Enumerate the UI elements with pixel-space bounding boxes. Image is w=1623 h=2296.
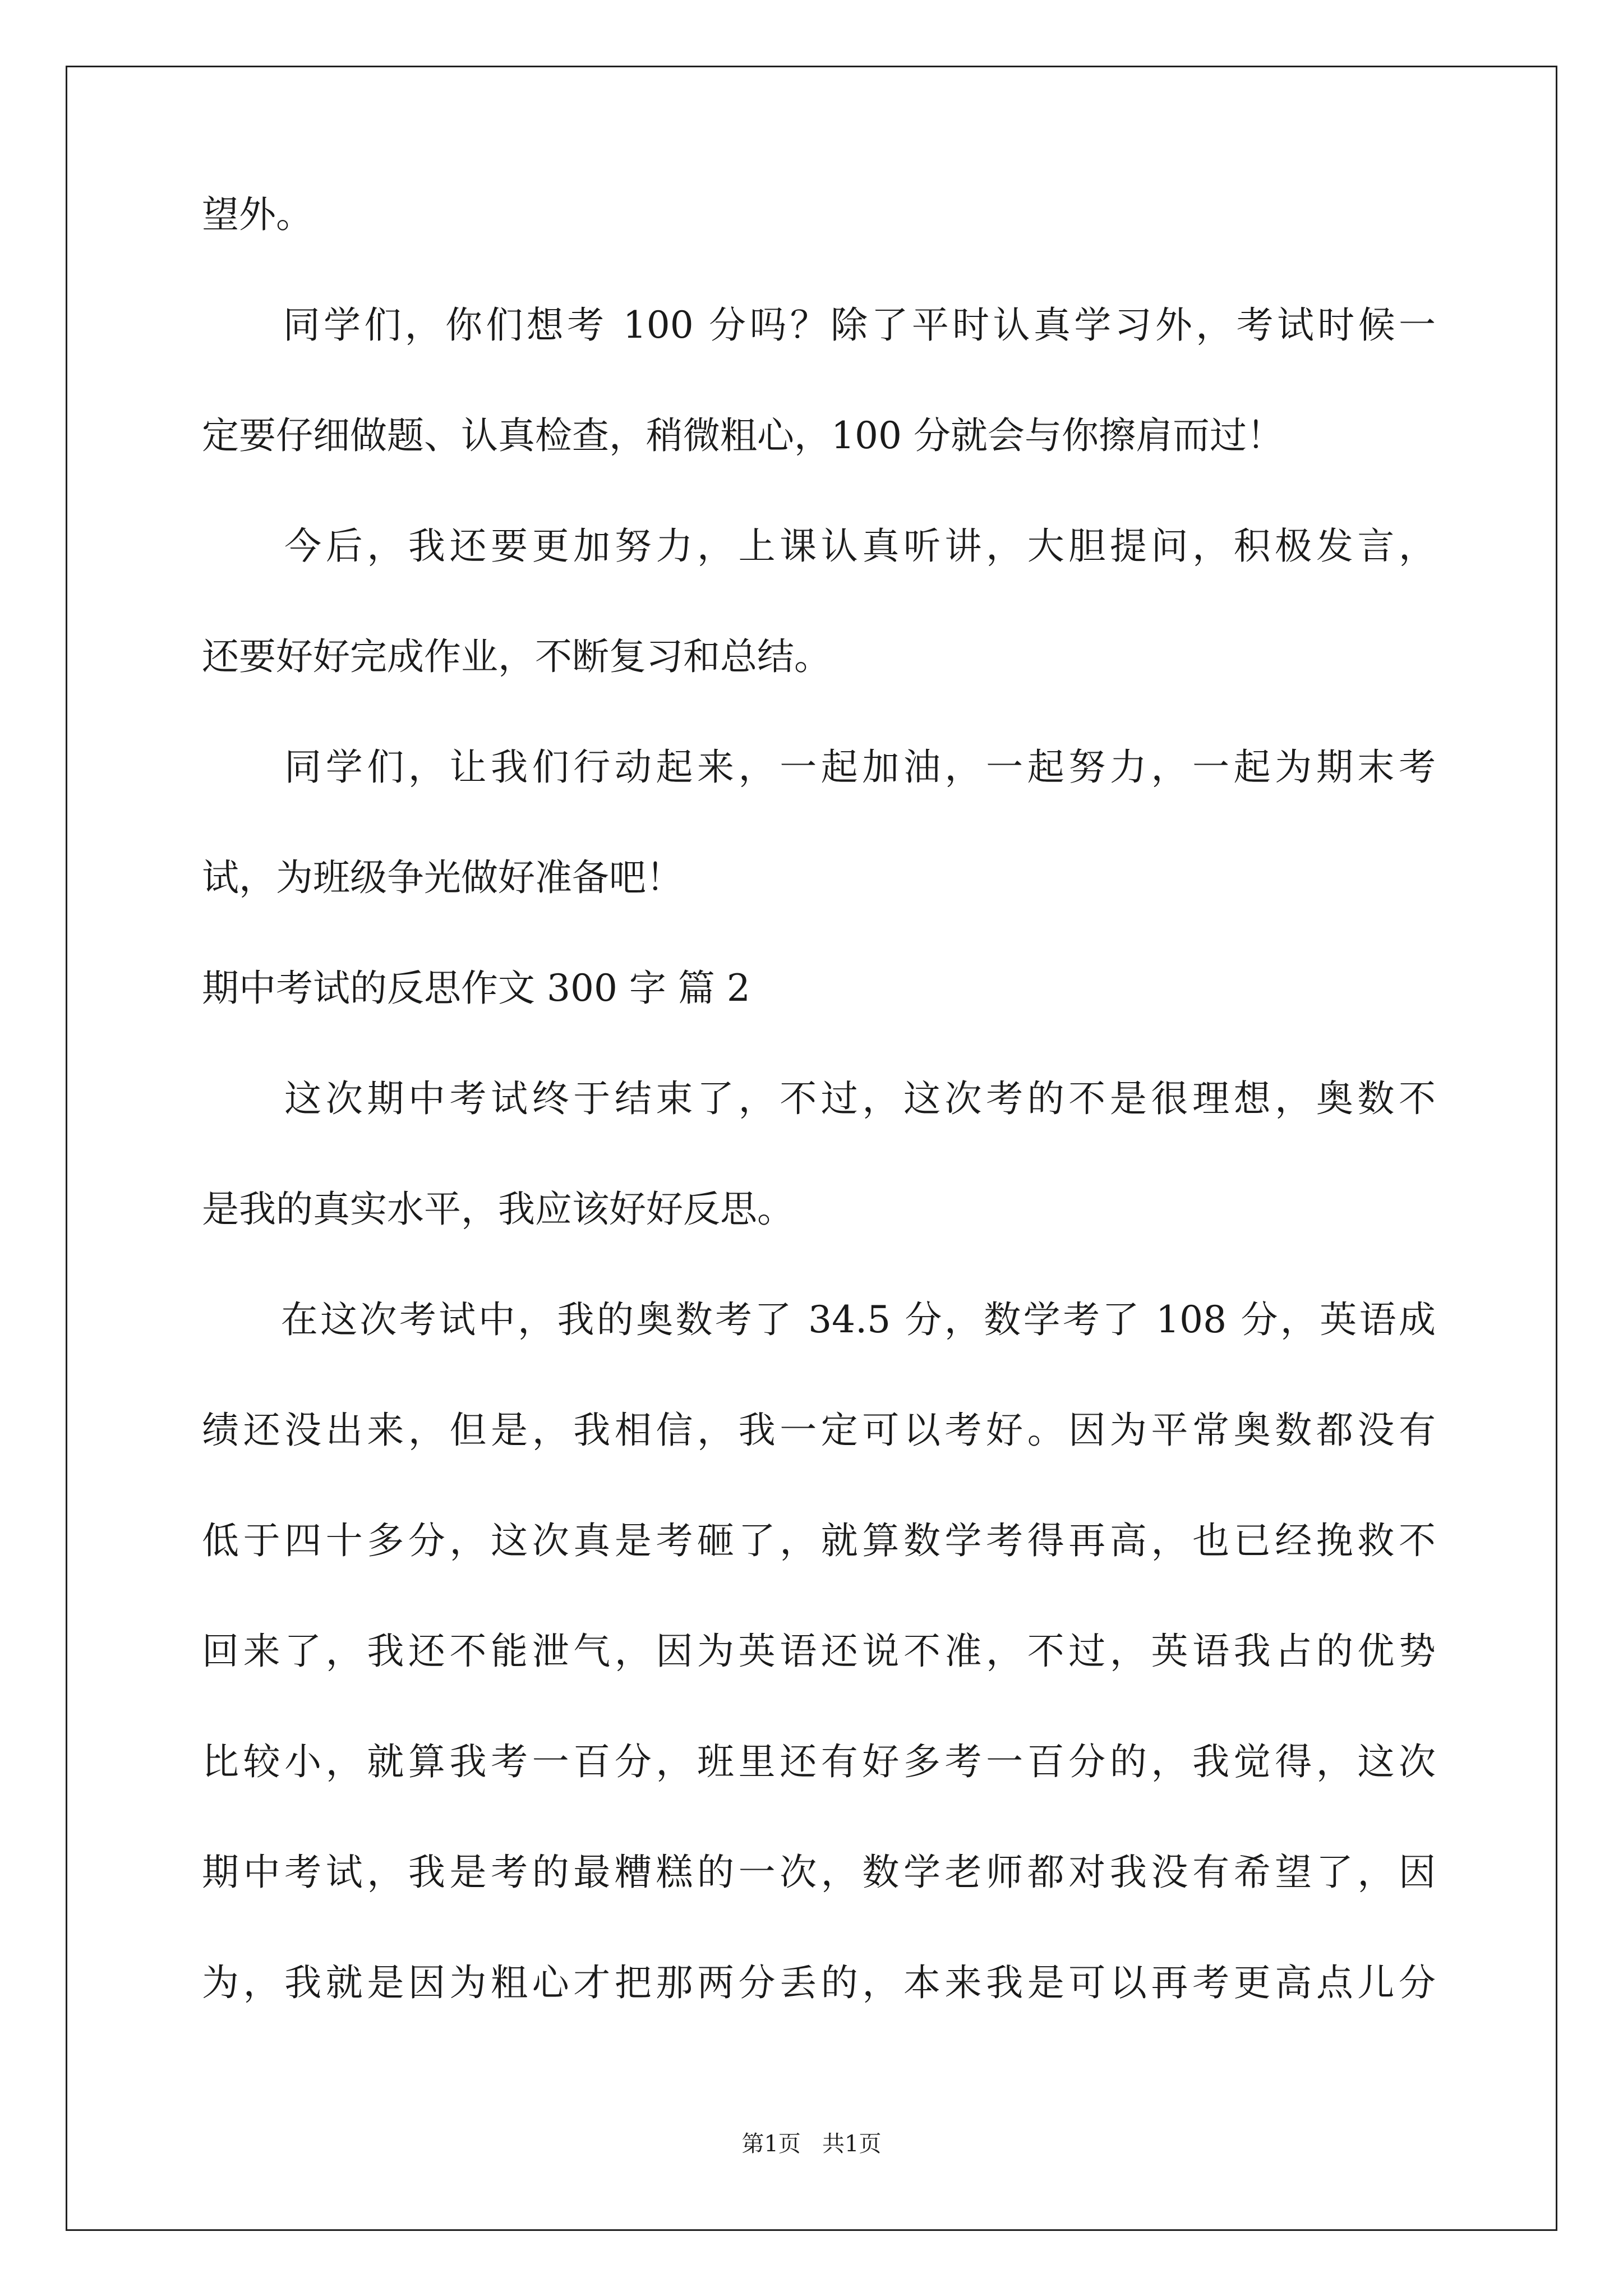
page-number-footer: 第1页 共1页 — [741, 2131, 882, 2157]
text-line: 在这次考试中，我的奥数考了 34.5 分，数学考了 108 分，英语成 — [202, 1298, 1436, 1341]
text-line: 回来了，我还不能泄气，因为英语还说不准，不过，英语我占的优势 — [202, 1630, 1436, 1673]
text-line: 试，为班级争光做好准备吧！ — [202, 856, 683, 899]
text-line: 绩还没出来，但是，我相信，我一定可以考好。因为平常奥数都没有 — [202, 1409, 1436, 1452]
text-line: 定要仔细做题、认真检查，稍微粗心，100 分就会与你擦肩而过！ — [202, 414, 1284, 457]
text-line: 这次期中考试终于结束了，不过，这次考的不是很理想，奥数不 — [202, 1077, 1436, 1120]
text-line: 比较小，就算我考一百分，班里还有好多考一百分的，我觉得，这次 — [202, 1740, 1436, 1783]
page-border — [66, 66, 1557, 2231]
text-line: 望外。 — [202, 193, 313, 236]
text-line: 今后，我还要更加努力，上课认真听讲，大胆提问，积极发言， — [202, 524, 1436, 568]
section-heading: 期中考试的反思作文 300 字 篇 2 — [202, 967, 750, 1010]
text-line: 同学们，你们想考 100 分吗？除了平时认真学习外，考试时候一 — [202, 303, 1436, 347]
text-line: 期中考试，我是考的最糟糕的一次，数学老师都对我没有希望了，因 — [202, 1851, 1436, 1894]
text-line: 为，我就是因为粗心才把那两分丢的，本来我是可以再考更高点儿分 — [202, 1961, 1436, 2004]
text-line: 低于四十多分，这次真是考砸了，就算数学考得再高，也已经挽救不 — [202, 1519, 1436, 1562]
text-line: 是我的真实水平，我应该好好反思。 — [202, 1188, 794, 1231]
text-line: 还要好好完成作业，不断复习和总结。 — [202, 635, 831, 678]
text-line: 同学们，让我们行动起来，一起加油，一起努力，一起为期末考 — [202, 746, 1436, 789]
